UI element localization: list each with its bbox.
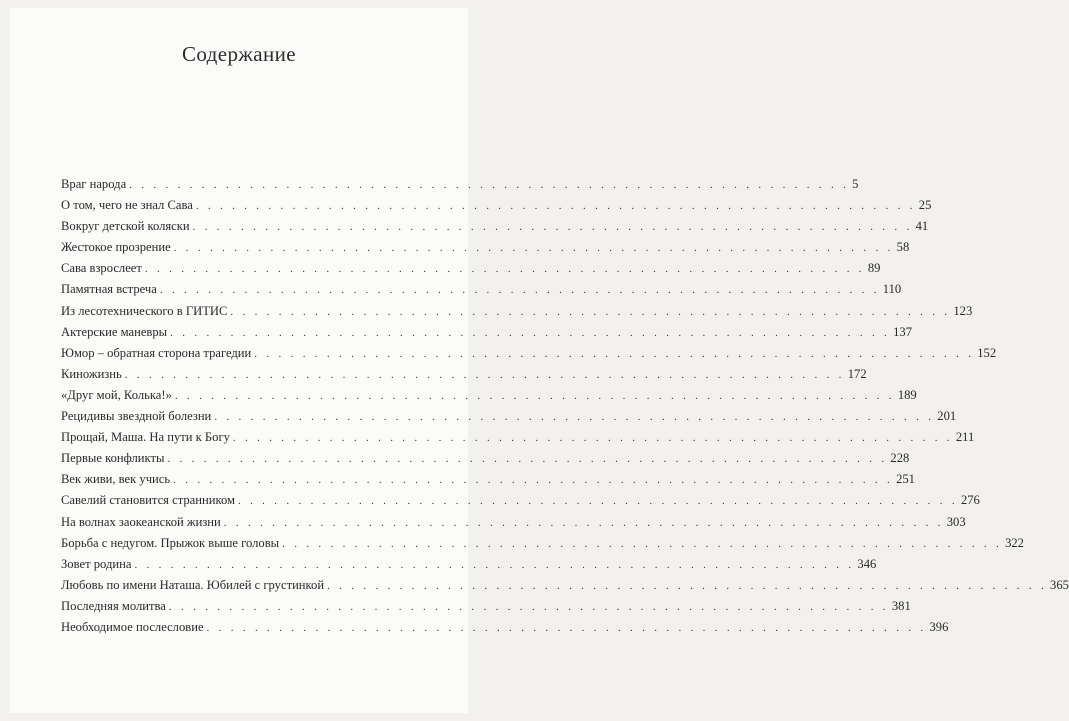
toc-entry (61, 301, 973, 322)
toc-dot-leader: . . . . . . . . . . . . . . . . . . . . . . . . . . . . . . . . . . . . . . . . . . . . . . . . . . . . . . . . . . . . (223, 516, 944, 529)
toc-dot-leader: . . . . . . . . . . . . . . . . . . . . . . . . . . . . . . . . . . . . . . . . . . . . . . . . . . . . . . . . . . . . (192, 221, 913, 234)
toc-entry-title: На волнах заокеанской жизни (61, 514, 221, 529)
toc-dot-leader: . . . . . . . . . . . . . . . . . . . . . . . . . . . . . . . . . . . . . . . . . . . . . . . . . . . . . . . . . . . . (173, 242, 894, 255)
toc-dot-leader: . . . . . . . . . . . . . . . . . . . . . . . . . . . . . . . . . . . . . . . . . . . . . . . . . . . . . . . . . . . . (173, 474, 894, 487)
toc-entry-title: Необходимое послесловие (61, 619, 204, 634)
toc-entry-title: Савелий становится странником (61, 493, 235, 508)
toc-entry-page-number: 381 (891, 598, 911, 613)
toc-entry-page-number: 123 (953, 303, 973, 318)
toc-entry-page-number: 276 (960, 493, 980, 508)
toc-dot-leader: . . . . . . . . . . . . . . . . . . . . . . . . . . . . . . . . . . . . . . . . . . . . . . . . . . . . . . . . . . . . (232, 432, 953, 445)
toc-dot-leader: . . . . . . . . . . . . . . . . . . . . . . . . . . . . . . . . . . . . . . . . . . . . . . . . . . . . . . . . . . . . (254, 347, 975, 360)
toc-dot-leader: . . . . . . . . . . . . . . . . . . . . . . . . . . . . . . . . . . . . . . . . . . . . . . . . . . . . . . . . . . . . (206, 621, 927, 634)
toc-entry (61, 469, 915, 490)
toc-entry-title: Актерские маневры (61, 324, 168, 339)
toc-dot-leader: . . . . . . . . . . . . . . . . . . . . . . . . . . . . . . . . . . . . . . . . . . . . . . . . . . . . . . . . . . . . (170, 326, 891, 339)
toc-entry-page-number: 303 (946, 514, 966, 529)
toc-entry-page-number: 137 (893, 324, 912, 339)
toc-entry (61, 512, 966, 533)
toc-entry-title: Юмор – обратная сторона трагедии (61, 345, 252, 360)
toc-dot-leader: . . . . . . . . . . . . . . . . . . . . . . . . . . . . . . . . . . . . . . . . . . . . . . . . . . . . . . . . . . . . (134, 558, 855, 571)
toc-entry-title: «Друг мой, Колька!» (61, 387, 172, 402)
toc-entry-page-number: 346 (857, 556, 877, 571)
page-title: Содержание (181, 42, 297, 66)
toc-entry-page-number: 322 (1005, 535, 1024, 550)
table-of-contents (61, 174, 1069, 638)
toc-entry-title: Зовет родина (61, 556, 132, 571)
toc-entry-page-number: 211 (955, 430, 975, 445)
toc-entry-title: Вокруг детской коляски (61, 219, 190, 234)
toc-entry (61, 617, 949, 638)
toc-entry-title: Последняя молитва (61, 598, 166, 613)
toc-dot-leader: . . . . . . . . . . . . . . . . . . . . . . . . . . . . . . . . . . . . . . . . . . . . . . . . . . . . . . . . . . . . (214, 411, 935, 424)
toc-dot-leader: . . . . . . . . . . . . . . . . . . . . . . . . . . . . . . . . . . . . . . . . . . . . . . . . . . . . . . . . . . . . (174, 389, 895, 402)
toc-entry-title: Век живи, век учись (61, 472, 171, 487)
toc-entry-title: Памятная встреча (61, 282, 157, 297)
toc-entry-page-number: 58 (896, 240, 910, 255)
toc-entry-page-number: 110 (882, 282, 902, 297)
toc-entry (61, 216, 929, 237)
toc-entry-title: Борьба с недугом. Прыжок выше головы (61, 535, 280, 550)
toc-entry (61, 533, 1024, 554)
toc-entry (61, 174, 859, 195)
toc-entry-page-number: 365 (1050, 577, 1069, 592)
toc-entry-page-number: 89 (867, 261, 881, 276)
toc-entry (61, 322, 912, 343)
toc-dot-leader: . . . . . . . . . . . . . . . . . . . . . . . . . . . . . . . . . . . . . . . . . . . . . . . . . . . . . . . . . . . . (144, 263, 865, 276)
toc-entry-title: Из лесотехнического в ГИТИС (61, 303, 228, 318)
toc-dot-leader: . . . . . . . . . . . . . . . . . . . . . . . . . . . . . . . . . . . . . . . . . . . . . . . . . . . . . . . . . . . . (230, 305, 951, 318)
toc-dot-leader: . . . . . . . . . . . . . . . . . . . . . . . . . . . . . . . . . . . . . . . . . . . . . . . . . . . . . . . . . . . . (237, 495, 958, 508)
toc-entry (61, 596, 911, 617)
toc-entry (61, 490, 980, 511)
toc-entry-title: Первые конфликты (61, 451, 165, 466)
toc-entry-title: Сава взрослеет (61, 261, 142, 276)
toc-entry (61, 279, 902, 300)
toc-entry-page-number: 201 (937, 409, 957, 424)
toc-dot-leader: . . . . . . . . . . . . . . . . . . . . . . . . . . . . . . . . . . . . . . . . . . . . . . . . . . . . . . . . . . . . (129, 179, 850, 191)
toc-entry (61, 195, 932, 216)
toc-entry (61, 554, 877, 575)
toc-entry (61, 343, 997, 364)
toc-entry-page-number: 5 (852, 177, 859, 191)
toc-entry-title: Любовь по имени Наташа. Юбилей с грустинкой (61, 577, 325, 592)
toc-entry (61, 406, 957, 427)
toc-entry-page-number: 25 (918, 198, 932, 213)
toc-entry (61, 427, 975, 448)
toc-dot-leader: . . . . . . . . . . . . . . . . . . . . . . . . . . . . . . . . . . . . . . . . . . . . . . . . . . . . . . . . . . . . (168, 600, 889, 613)
toc-entry (61, 575, 1069, 596)
toc-entry-page-number: 396 (929, 619, 949, 634)
toc-dot-leader: . . . . . . . . . . . . . . . . . . . . . . . . . . . . . . . . . . . . . . . . . . . . . . . . . . . . . . . . . . . . (167, 453, 888, 466)
toc-entry-title: Прощай, Маша. На пути к Богу (61, 430, 230, 445)
toc-dot-leader: . . . . . . . . . . . . . . . . . . . . . . . . . . . . . . . . . . . . . . . . . . . . . . . . . . . . . . . . . . . . (159, 284, 880, 297)
toc-dot-leader: . . . . . . . . . . . . . . . . . . . . . . . . . . . . . . . . . . . . . . . . . . . . . . . . . . . . . . . . . . . . (327, 579, 1048, 592)
toc-entry-title: О том, чего не знал Сава (61, 198, 193, 213)
toc-dot-leader: . . . . . . . . . . . . . . . . . . . . . . . . . . . . . . . . . . . . . . . . . . . . . . . . . . . . . . . . . . . . (282, 537, 1003, 550)
toc-entry-title: Рецидивы звездной болезни (61, 409, 212, 424)
toc-entry (61, 237, 910, 258)
toc-entry-page-number: 251 (896, 472, 915, 487)
toc-entry-title: Жестокое прозрение (61, 240, 171, 255)
toc-entry (61, 364, 867, 385)
toc-entry-page-number: 228 (890, 451, 910, 466)
toc-entry-page-number: 172 (847, 366, 867, 381)
toc-entry-page-number: 152 (977, 345, 997, 360)
toc-entry-title: Враг народа (61, 177, 127, 191)
toc-dot-leader: . . . . . . . . . . . . . . . . . . . . . . . . . . . . . . . . . . . . . . . . . . . . . . . . . . . . . . . . . . . . (124, 368, 845, 381)
toc-entry-page-number: 41 (915, 219, 929, 234)
toc-entry (61, 258, 881, 279)
toc-entry (61, 448, 910, 469)
toc-dot-leader: . . . . . . . . . . . . . . . . . . . . . . . . . . . . . . . . . . . . . . . . . . . . . . . . . . . . . . . . . . . . (195, 200, 916, 213)
toc-entry-page-number: 189 (897, 387, 917, 402)
toc-entry (61, 385, 917, 406)
toc-entry-title: Киножизнь (61, 366, 122, 381)
